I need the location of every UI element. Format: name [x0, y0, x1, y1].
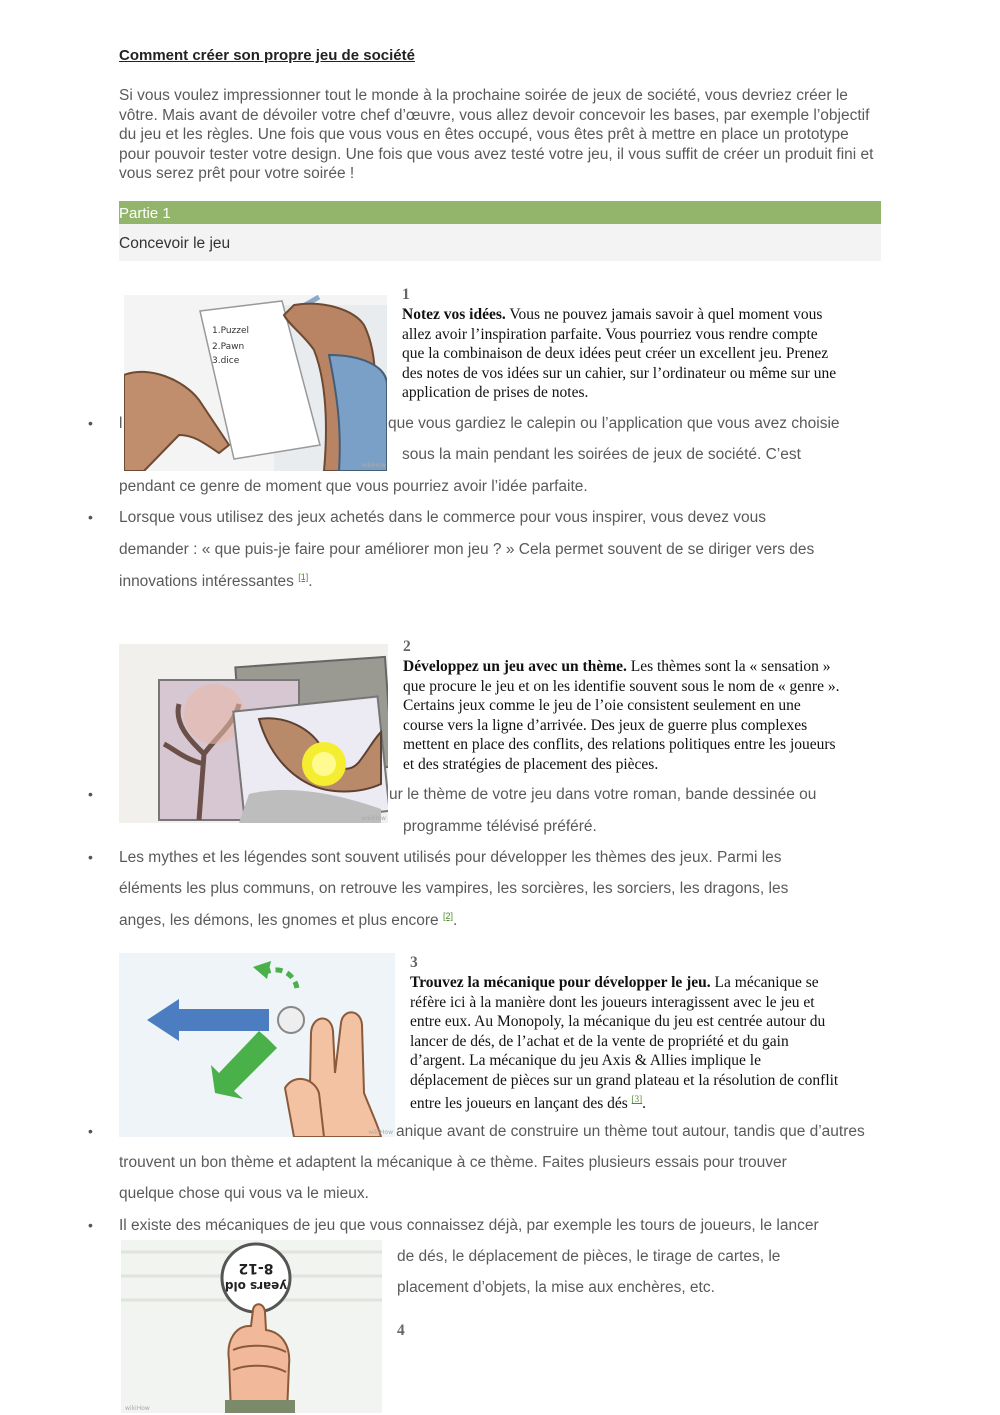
step-3-text: Trouvez la mécanique pour développer le jeu. La mécanique se réfère ici à la manière dont les joueurs interagissent avec le jeu et entre eux. Au Monopoly, la mécanique du jeu est centrée autour du lancer de dés, de l’achat et de la vente de propriété et du gain d’argent. La mécanique du jeu Axis & Allies implique le déplacement de pièces sur un grand plateau et la résolution de conflit entre les joueurs en lançant des dés [3]. — [410, 974, 839, 1113]
step-2-image — [119, 644, 388, 823]
intro-paragraph: Si vous voulez impressionner tout le monde à la prochaine soirée de jeux de société, vous devriez créer le vôtre. Mais avant de dévoiler votre chef d’œuvre, vous allez devoir concevoir les bases, par exemple l’objectif du jeu et les règles. Une fois que vous vous en êtes occupé, vous êtes prêt à mettre en place un prototype pour pouvoir tester votre design. Une fois que vous avez testé votre jeu, il vous suffit de créer un produit fini et vous serez prêt pour votre soirée ! — [119, 87, 874, 182]
bullet-marker: • — [88, 849, 93, 865]
age-label-text: years old — [224, 1279, 288, 1293]
step-4-image — [121, 1240, 382, 1413]
part-subtitle-band — [119, 224, 881, 261]
part-header — [119, 201, 881, 224]
step-number: 2 — [403, 638, 411, 655]
bullet-marker: • — [88, 1217, 93, 1233]
reference-link[interactable]: [2] — [442, 911, 453, 921]
bullet-marker: • — [88, 415, 93, 431]
image-watermark: wikiHow — [125, 1405, 150, 1412]
reference-link[interactable]: [1] — [298, 572, 309, 582]
step-2-text: Développez un jeu avec un thème. Les thèmes sont la « sensation » que procure le jeu et on les identifie souvent sous le nom de « genre ». Certains jeux comme le jeu de l’oie consistent seulement en une course vers la ligne d’arrivée. Des jeux de guerre plus complexes mettent en place des conflits, des relations politiques entre les joueurs et des stratégies de placement des pièces. — [403, 658, 840, 773]
step-number: 3 — [410, 954, 418, 971]
bullet-marker: • — [88, 1123, 93, 1139]
age-illustration — [121, 1240, 382, 1413]
notes-illustration — [124, 295, 387, 471]
step-heading: Notez vos idées. — [402, 306, 506, 323]
step-1-text: Notez vos idées. Vous ne pouvez jamais savoir à quel moment vous allez avoir l’inspiration parfaite. Vous pourriez vous rendre compte que la combinaison de deux idées peut créer un excellent jeu. Prenez des notes de vos idées sur un cahier, sur l’ordinateur ou même sur une application de prises de notes. — [402, 306, 837, 401]
step-heading: Trouvez la mécanique pour développer le jeu. — [410, 974, 711, 991]
step-number: 1 — [402, 286, 410, 303]
step-3-image — [119, 953, 395, 1137]
page-title: Comment créer son propre jeu de société — [119, 47, 415, 64]
note-line-2: 2.Pawn — [212, 342, 245, 352]
image-watermark: wikiHow — [361, 815, 386, 822]
age-range-text: 8-12 — [238, 1260, 274, 1276]
note-line-1: 1.Puzzel — [212, 326, 250, 336]
bullet-marker: • — [88, 509, 93, 525]
step-number: 4 — [397, 1322, 405, 1339]
theme-illustration — [119, 644, 388, 823]
step-1-image — [124, 295, 387, 471]
image-watermark: wikiHow — [368, 1129, 393, 1136]
part-subtitle: Concevoir le jeu — [119, 235, 231, 252]
reference-link[interactable]: [3] — [631, 1094, 643, 1104]
step-heading: Développez un jeu avec un thème. — [403, 658, 627, 675]
mechanics-illustration — [119, 953, 395, 1137]
note-line-3: 3.dice — [212, 356, 240, 366]
bullet-marker: • — [88, 786, 93, 802]
part-label: Partie 1 — [119, 205, 171, 222]
image-watermark: wikiHow — [361, 462, 386, 469]
